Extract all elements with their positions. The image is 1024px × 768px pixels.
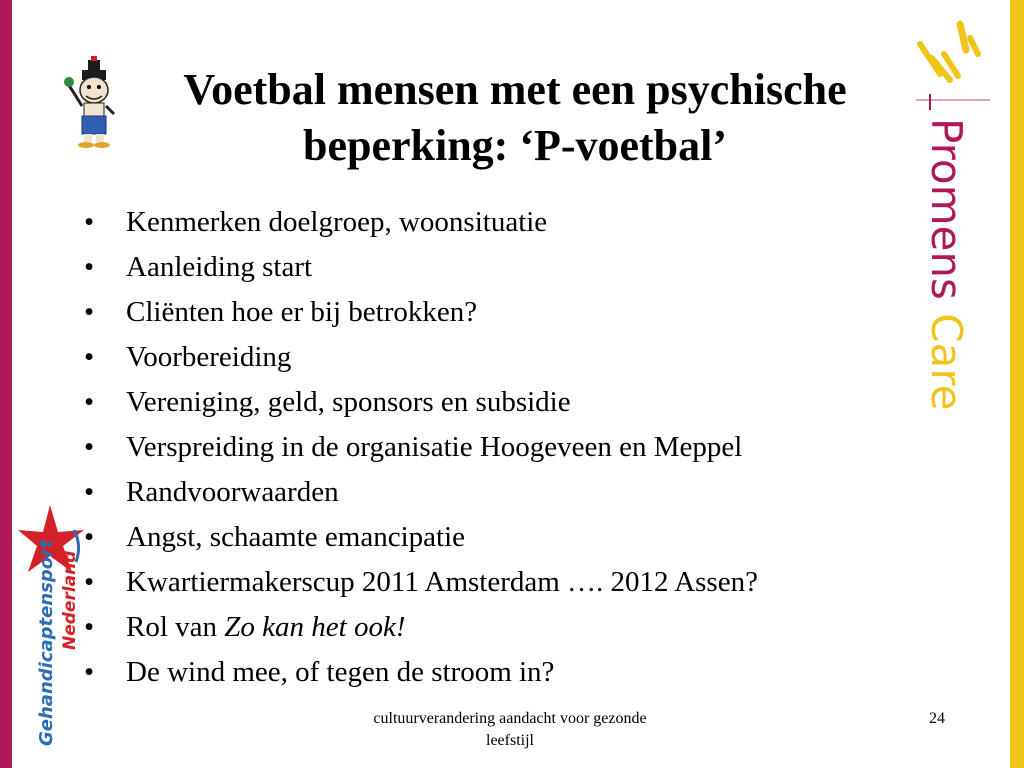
- bullet-marker: •: [84, 341, 95, 373]
- bullet-marker: •: [84, 656, 95, 688]
- bullet-marker: •: [84, 296, 95, 328]
- bullet-marker: •: [84, 611, 95, 643]
- bullet-item: • Angst, schaamte emancipatie: [84, 515, 884, 560]
- bullet-marker: •: [84, 206, 95, 238]
- bullet-item: • Voorbereiding: [84, 335, 884, 380]
- bullet-item: • Aanleiding start: [84, 245, 884, 290]
- bullet-marker: •: [84, 251, 95, 283]
- bullet-marker: •: [84, 386, 95, 418]
- bullet-list: [84, 200, 884, 695]
- slide-title: Voetbal mensen met een psychische beperking: ‘P-voetbal’: [183, 65, 847, 170]
- emphasis-text: Zo kan het ook!: [224, 611, 406, 643]
- gehandicaptensport-text: Gehandicaptensport: [36, 539, 57, 746]
- bullet-marker: •: [84, 521, 95, 553]
- slide-footer: cultuurverandering aandacht voor gezonde leefstijl: [373, 710, 647, 749]
- bullet-marker: •: [84, 566, 95, 598]
- left-accent-bar: [0, 0, 12, 768]
- page-number: 24: [929, 710, 945, 727]
- bullet-item: • Vereniging, geld, sponsors en subsidie: [84, 380, 884, 425]
- right-accent-bar: [1010, 0, 1024, 768]
- bullet-item: • Kwartiermakerscup 2011 Amsterdam …. 2012 Assen?: [84, 560, 884, 605]
- bullet-item: • Cliënten hoe er bij betrokken?: [84, 290, 884, 335]
- bullet-item: • Kenmerken doelgroep, woonsituatie: [84, 200, 884, 245]
- cartoon-mascot-icon: [64, 56, 126, 148]
- bullet-item: • Randvoorwaarden: [84, 470, 884, 515]
- bullet-item: • Rol van Zo kan het ook!: [84, 605, 884, 650]
- bullet-item: • Verspreiding in de organisatie Hoogeveen en Meppel: [84, 425, 884, 470]
- bullet-item: • De wind mee, of tegen de stroom in?: [84, 650, 884, 695]
- nederland-text: Nederland: [60, 550, 80, 650]
- promens-care-wordmark: Promens Care: [922, 118, 971, 411]
- bullet-marker: •: [84, 431, 95, 463]
- bullet-marker: •: [84, 476, 95, 508]
